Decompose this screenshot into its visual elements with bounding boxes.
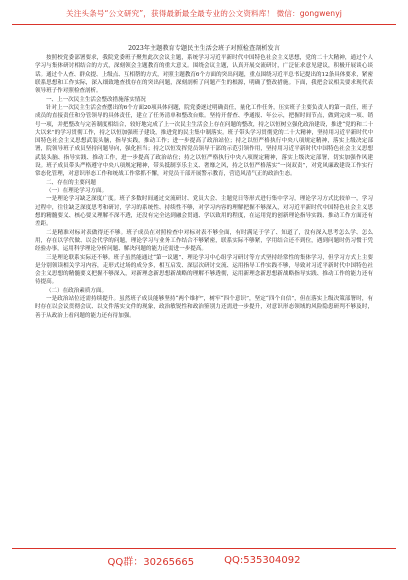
footer — [0, 551, 408, 569]
document-body — [35, 44, 373, 544]
paragraph: 按照校党委部署要求，我院党委班子聚焦此次会议主题，系统学习习近平新时代中国特色社会主义思想，党的二十大精神，通过个人学习与集体研讨相结合的方式，深刻领会主题教育的重大意义。围绕会议主题，认真开展交流研讨，广泛征求意见建议，积极开展谈心谈话。通过个人查、群众提、上级点、互相帮的方式，对照主题教育6个方面的突出问题，重点围绕习近平总书记提出的12条具体要求，紧密联系思想和工作实际，深入细致地查找存在的突出问题，深刻剖析了问题产生的根源，明确了整改措施。下面，我把会议相关要求现代表领导班子作对照检查剖析。 — [35, 55, 373, 95]
subsection-heading: （二）在政治素质方面。 — [46, 287, 108, 294]
document-title: 2023年主题教育专题民主生活会班子对照检查剖析发言 — [128, 45, 280, 52]
banner-text: 关注头条号“公文研究”，获得最新最全最专业的公文资料库！ 微信：gongwenyj — [66, 8, 342, 18]
section-heading: 一、上一次民主生活会整改措施落实情况 — [46, 96, 146, 103]
footer-qq-group: QQ群：30265665 — [107, 556, 195, 568]
footer-rule — [12, 548, 396, 549]
paragraph: 一是理论学习缺乏深度广度。班子多数时间通过交流研讨、党员大会、主题党日等形式进行集中学习，理论学习方式比较单一，学习过程中，往往缺乏深度思考和研讨，学习的系统性、持续性不够，对学习内容的理解把握不够深入，对习近平新时代中国特色社会主义思想的精髓要义、核心要义理解不深不透，还没有完全达到融会贯通、学以致用的程度，在运用党的创新理论指导实践、推动工作方面还有差距。 — [35, 196, 373, 228]
header-banner — [0, 6, 408, 20]
paragraph: 二是精准对标对表做得还不够。班子成员在对照检查中对标对表不够全面，有时满足于学了、知道了，没有深入思考怎么学、怎么用，存在以学代做、以会代学的问题，理论学习与业务工作结合不够紧密，联系实际不够紧，学用结合还不到位，遇到问题时仍习惯于凭经验办事，运用科学理论分析问题、解决问题的能力还需进一步提高。 — [35, 229, 373, 253]
paragraph: 针对上一次民主生活会查摆出的6个方面20项具体问题，院党委逐过明确责任，量化工作任务，压实班子主要负责人的第一责任，班子成员的直接责任和分管领导的具体责任，建立了任务清单和整改台账。坚持开督查、季通报、年公示，把握时间节点，做到完成一项、销号一项，并把整改与完善制度相结合，较好地完成了上一次民主生活会上存在问题的整改，持之以恒树立强化政治建设，推进“党的和二十大以来”的学习贯彻工作，持之以恒加强班子建设，推进党的民主集中制落实。班子带头学习贯彻党的二十大精神，坚持用习近平新时代中国特色社会主义思想武装头脑，指导实践，推动工作；进一步提高了政治站位；持之以恒严格执行中央八项规定精神，落实上级决定部署，院领导班子成员坚持问题导向，强化担当；持之以恒发挥党员领导干部的示范引领作用，坚持用习近平新时代中国特色社会主义思想武装头脑、指导实践、推动工作，进一步提高了政治站位；持之以恒严格执行中央八项规定精神，落实上级决定部署，切实加强作风建设。班子成员带头严格遵守中央八项规定精神，带头抵制享乐主义、奢靡之风，持之以恒严格落实“一岗双责”，对党风廉政建设工作实行常态化管理，对意识形态工作和统战工作常抓不懈，对党员干部开展警示教育，营造风清气正的政治生态。 — [35, 104, 373, 178]
header-rule — [12, 24, 396, 25]
subsection-heading: （一）在理论学习方面。 — [46, 188, 108, 194]
section-heading: 二、存在的主要问题 — [46, 179, 96, 186]
footer-qq: QQ:535304092 — [224, 554, 301, 566]
paragraph: 一是政治站位还需持续提升。虽然班子成员能够坚持“两个维护”，树牢“四个意识”，坚定“四个自信”，但在落实上级决策部署时，有时存在以会议贯彻会议、以文件落实文件的现象，政治敏锐性和政治鉴别力还需进一步提升，对意识形态领域的风险隐患研判不够及时，善于从政治上看问题的能力还有待加强。 — [35, 296, 373, 319]
paragraph: 三是理论联系实际还不够。班子虽然能通过“第一议题”、理论学习中心组学习研讨等方式坚持经常性的集体学习，但学习方式上主要是分别领读相关学习内容，走形式过场的成分多，相互启发、深层次研讨交流、运用指导工作实践不够，导致对习近平新时代中国特色社会主义思想的精髓要义把握不够深入，对新理念新思想新战略的理解不够透彻，运用新理念新思想新战略指导实践、推动工作的能力还有待提高。 — [35, 254, 373, 286]
